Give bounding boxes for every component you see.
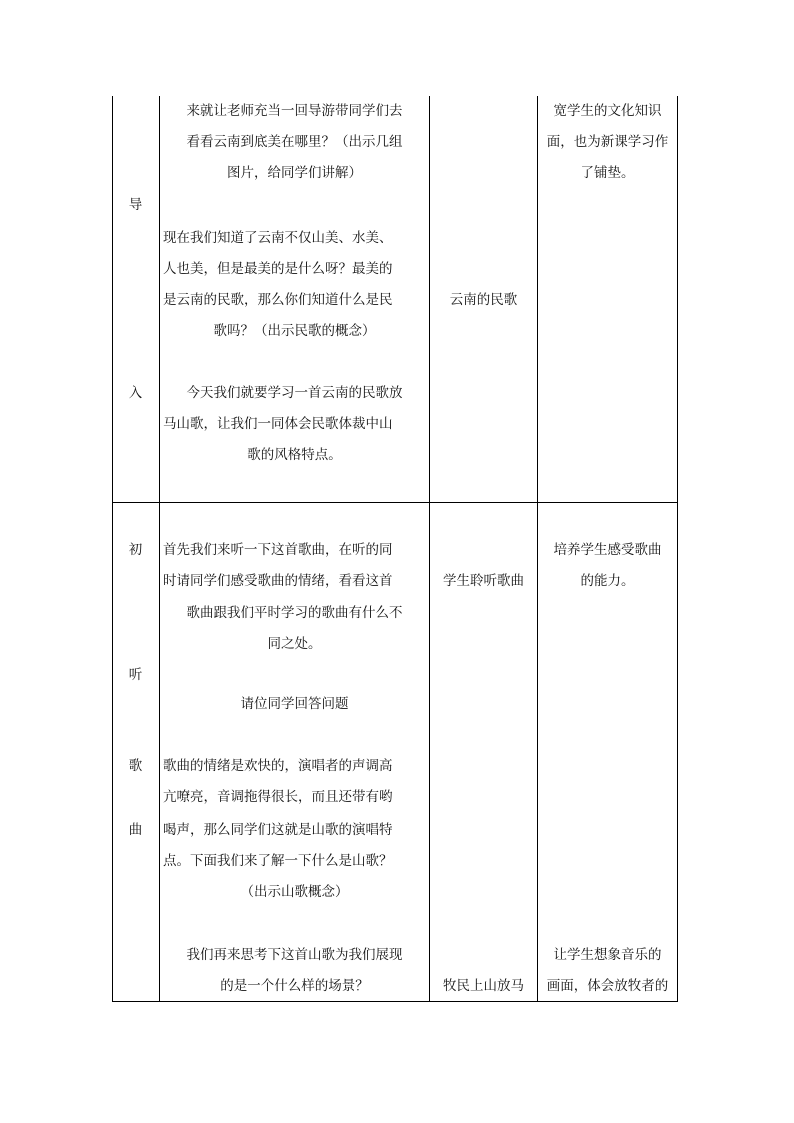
design-purpose-line: 培养学生感受歌曲 <box>553 542 662 558</box>
teacher-activity-line: 首先我们来听一下这首歌曲，在听的同 <box>163 542 393 558</box>
teacher-activity-line: 歌的风格特点。 <box>247 447 342 463</box>
teacher-activity-line: 歌曲的情绪是欢快的，演唱者的声调高 <box>163 758 393 774</box>
table-divider-teacher <box>429 96 430 1002</box>
table-border-right <box>677 96 678 1002</box>
teacher-activity-line: 时请同学们感受歌曲的情绪，看看这首 <box>163 573 393 589</box>
teacher-activity-line: 来就让老师充当一回导游带同学们去 <box>186 103 403 119</box>
teacher-activity-line: 同之处。 <box>267 636 322 652</box>
teacher-activity-line: 点。下面我们来了解一下什么是山歌？ <box>163 853 393 869</box>
stage-label-char: 导 <box>128 197 143 213</box>
table-row-divider <box>112 502 678 503</box>
teacher-activity-line: 是云南的民歌，那么你们知道什么是民 <box>163 292 393 308</box>
stage-label-char: 初 <box>128 542 143 558</box>
design-purpose-line: 宽学生的文化知识 <box>553 103 662 119</box>
design-purpose-line: 面，也为新课学习作 <box>546 134 669 150</box>
design-purpose-line: 的能力。 <box>580 573 635 589</box>
student-activity: 牧民上山放马 <box>443 978 524 994</box>
stage-label-char: 听 <box>128 667 143 683</box>
teacher-activity-line: （出示山歌概念） <box>240 884 349 900</box>
teacher-activity-line: 亢嘹亮，音调拖得很长，而且还带有哟 <box>163 789 393 805</box>
table-divider-stage <box>159 96 160 1002</box>
student-activity: 云南的民歌 <box>449 292 518 308</box>
teacher-activity-line: 现在我们知道了云南不仅山美、水美、 <box>163 230 393 246</box>
teacher-activity-line: 人也美，但是最美的是什么呀？最美的 <box>163 261 393 277</box>
design-purpose-line: 让学生想象音乐的 <box>553 947 662 963</box>
teacher-activity-line: 的是一个什么样的场景？ <box>220 978 369 994</box>
teacher-activity-line: 歌吗？（出示民歌的概念） <box>213 323 376 339</box>
stage-label-char: 曲 <box>128 822 143 838</box>
student-activity: 学生聆听歌曲 <box>443 573 524 589</box>
stage-label-char: 歌 <box>128 758 143 774</box>
teacher-activity-line: 看看云南到底美在哪里？（出示几组 <box>186 134 403 150</box>
teacher-activity-line: 我们再来思考下这首山歌为我们展现 <box>186 947 403 963</box>
teacher-activity-line: 请位同学回答问题 <box>240 696 349 712</box>
teacher-activity-line: 马山歌，让我们一同体会民歌体裁中山 <box>163 416 393 432</box>
teacher-activity-line: 喝声，那么同学们这就是山歌的演唱特 <box>163 822 393 838</box>
design-purpose-line: 画面，体会放牧者的 <box>546 978 669 994</box>
teacher-activity-line: 图片，给同学们讲解） <box>227 165 362 181</box>
design-purpose-line: 了铺垫。 <box>580 165 635 181</box>
stage-label-char: 入 <box>128 385 143 401</box>
teacher-activity-line: 歌曲跟我们平时学习的歌曲有什么不 <box>186 605 403 621</box>
teacher-activity-line: 今天我们就要学习一首云南的民歌放 <box>186 385 403 401</box>
